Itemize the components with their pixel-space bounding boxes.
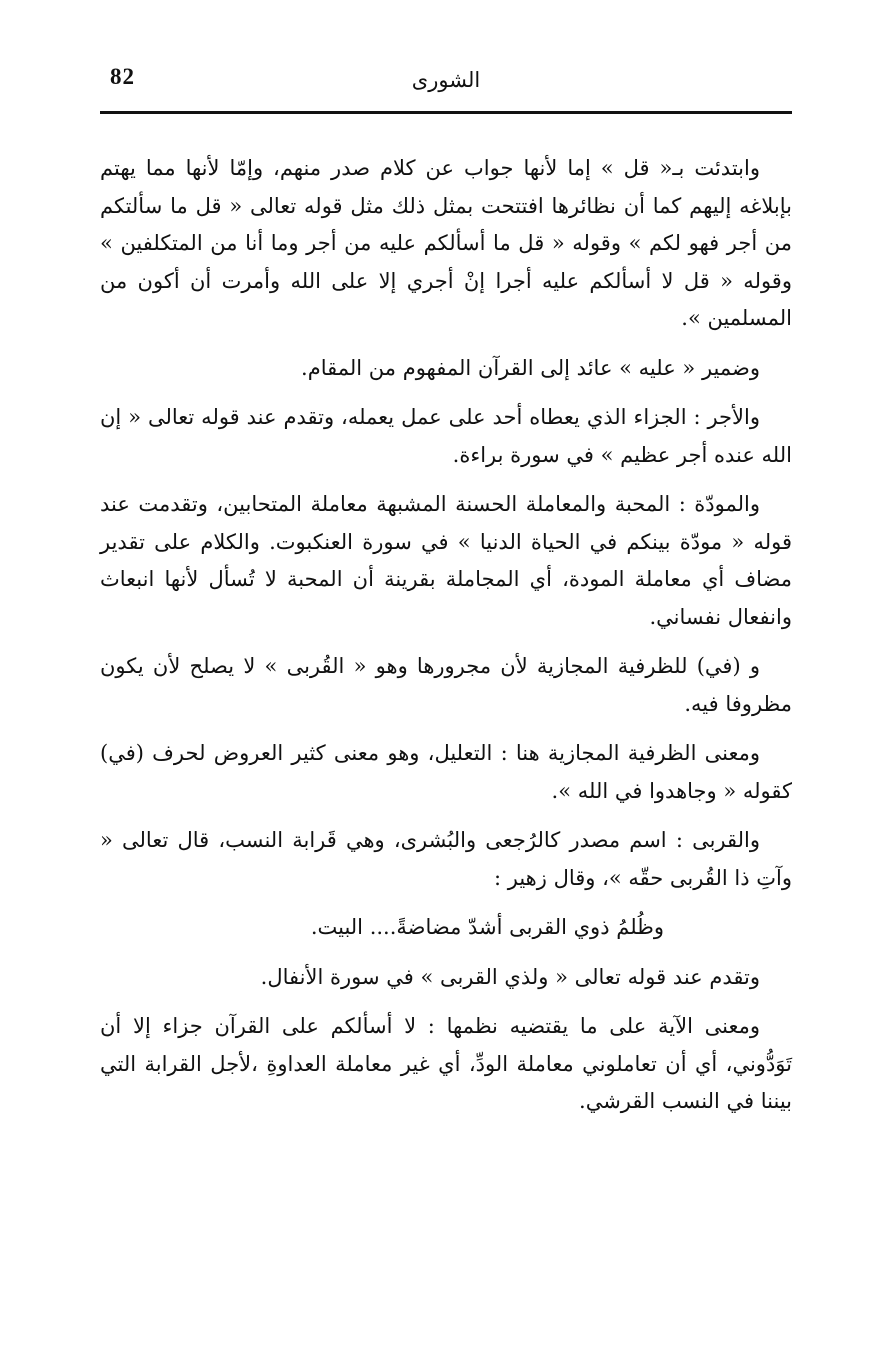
paragraph-reward: والأجر : الجزاء الذي يعطاه أحد على عمل يعمله، وتقدم عند قوله تعالى « إن الله عنده أجر عظيم » في سورة براءة. (100, 405, 792, 467)
page-number: 82 (110, 64, 135, 89)
running-title: الشورى (411, 68, 481, 92)
body-text (100, 150, 792, 1133)
paragraph-pronoun: وضمير « عليه » عائد إلى القرآن المفهوم من المقام. (301, 355, 760, 380)
paragraph-verse-meaning: ومعنى الآية على ما يقتضيه نظمها : لا أسألكم على القرآن جزاء إلا أن تَوَدُّوني، أي أن تعاملوني معاملة الودِّ، أي غير معاملة العداوةِ ،لأجل القرابة التي بيننا في النسب القرشي. (100, 1014, 792, 1113)
paragraph-anfal-reference: وتقدم عند قوله تعالى « ولذي القربى » في سورة الأنفال. (260, 964, 760, 989)
paragraph-preposition: و (في) للظرفية المجازية لأن مجرورها وهو « القُربى » لا يصلح لأن يكون مظروفا فيه. (100, 654, 792, 716)
poetry-verse: وظُلمُ ذوي القربى أشدّ مضاضةً.... البيت. (310, 915, 664, 939)
paragraph-causal-meaning: ومعنى الظرفية المجازية هنا : التعليل، وهو معنى كثير العروض لحرف (في) كقوله « وجاهدوا في الله ». (100, 741, 792, 803)
paragraph-affection: والمودّة : المحبة والمعاملة الحسنة المشبهة معاملة المتحابين، وتقدمت عند قوله « مودّة بينكم في الحياة الدنيا » في سورة العنكبوت. والكلام على تقدير مضاف أي معاملة المودة، أي المجاملة بقرينة أن المحبة لا تُسأل لأنها انبعاث وانفعال نفساني. (100, 492, 792, 629)
page-header (100, 58, 792, 116)
paragraph-kinship: والقربى : اسم مصدر كالرُجعى والبُشرى، وهي قَرابة النسب، قال تعالى « وآتِ ذا القُربى حقّه »، وقال زهير : (100, 828, 792, 890)
paragraph-opening: وابتدئت بـ« قل » إما لأنها جواب عن كلام صدر منهم، وإمّا لأنها مما يهتم بإبلاغه إليهم كما أن نظائرها افتتحت بمثل ذلك مثل قوله تعالى « قل ما سألتكم من أجر فهو لكم » وقوله « قل ما أسألكم عليه من أجر وما أنا من المتكلفين » وقوله « قل لا أسألكم عليه أجرا إنْ أجري إلا على الله وأمرت أن أكون من المسلمين ». (100, 156, 792, 330)
header-rule (100, 111, 792, 114)
